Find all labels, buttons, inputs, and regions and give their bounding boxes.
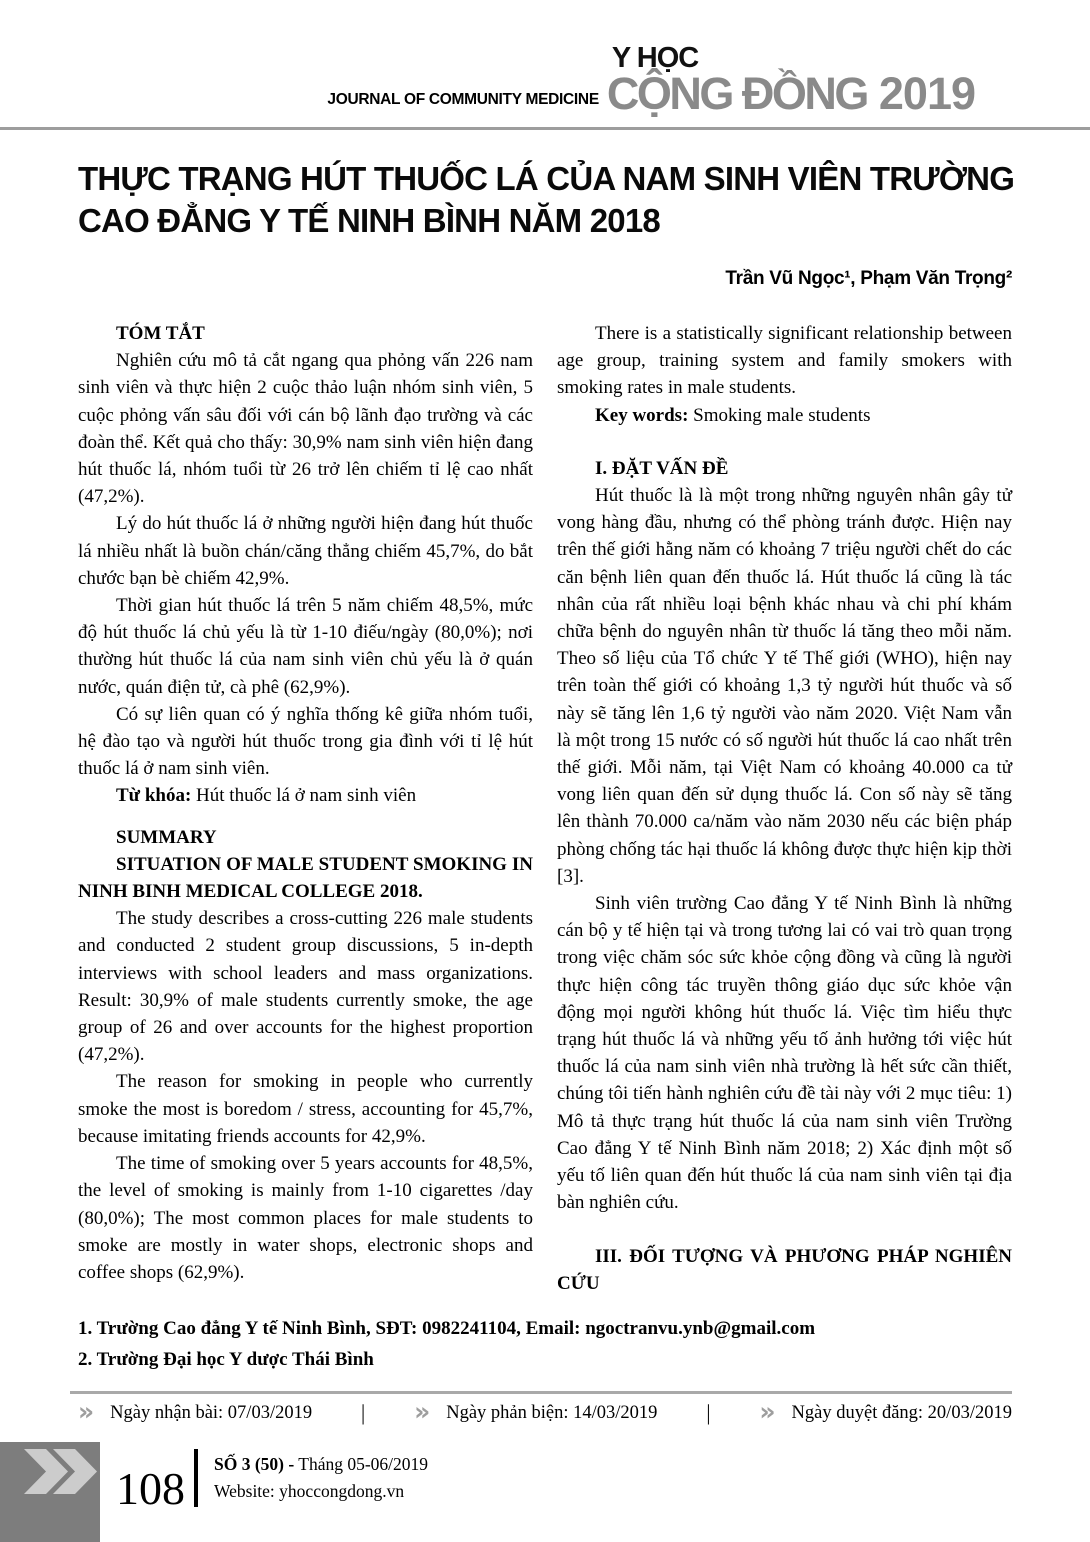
- date-separator: |: [706, 1400, 711, 1425]
- left-column: [78, 320, 533, 1297]
- keywords-vi-text: Hút thuốc lá ở nam sinh viên: [196, 785, 417, 807]
- double-chevron-icon: »: [759, 1397, 776, 1426]
- section1-paragraph-2: Sinh viên trường Cao đẳng Y tế Ninh Bình là những cán bộ y tế hiện tại và trong tương lai có vai trò quan trọng trong việc chăm sóc sức khỏe cộng đồng và cũng là người thực hiện công tác truyền thông giáo dục sức khỏe vận động mọi người không hút thuốc lá. Việc tìm hiểu thực trạng hút thuốc lá và những yếu tố ảnh hưởng tới việc hút thuốc lá của nam sinh viên nhà trường là hết sức cần thiết, chúng tôi tiến hành nghiên cứu đề tài này với 2 mục tiêu: 1) Mô tả thực trạng hút thuốc lá của nam sinh viên Trường Cao đẳng Y tế Ninh Bình năm 2018; 2) Xác định một số yếu tố liên quan đến hút thuốc lá của nam sinh viên tại địa bàn nghiên cứu.: [557, 893, 1012, 1214]
- section1-paragraph-1: Hút thuốc là là một trong những nguyên nhân gây tử vong hàng đầu, nhưng có thể phòng tránh được. Hiện nay trên thế giới hằng năm có khoảng 7 triệu người chết do các căn bệnh liên quan đến thuốc lá. Hút thuốc lá cũng là tác nhân của rất nhiều loại bệnh khác nhau và chi phí khám chữa bệnh do nguyên nhân từ thuốc lá tăng theo mỗi năm. Theo số liệu của Tổ chức Y tế Thế giới (WHO), hiện nay trên toàn thế giới có khoảng 1,3 tỷ người hút thuốc và số này sẽ tăng lên 1,6 tỷ người vào năm 2020. Việt Nam vẫn là một trong 15 nước có số người hút thuốc lá cao nhất trên thế giới. Mỗi năm, tại Việt Nam có khoảng 40.000 ca tử vong liên quan đến sử dụng thuốc lá. Con số này sẽ tăng lên thành 70.000 ca/năm vào năm 2030 nếu các biện pháp phòng chống tác hại thuốc lá không được thực hiện kịp thời [3].: [557, 485, 1012, 887]
- keywords-vi-line: [78, 782, 533, 809]
- date-received-group: [78, 1397, 313, 1426]
- date-received: Ngày nhận bài: 07/03/2019: [110, 1402, 313, 1423]
- date-reviewed-group: [414, 1397, 658, 1426]
- authors-line: Trần Vũ Ngọc¹, Phạm Văn Trọng²: [725, 268, 1012, 289]
- header-divider: [0, 127, 1090, 130]
- website-line: Website: yhoccongdong.vn: [214, 1481, 405, 1501]
- tom-tat-paragraph-2: Lý do hút thuốc lá ở những người hiện đang hút thuốc lá nhiều nhất là buồn chán/căng thẳng chiếm 45,7%, do bắt chước bạn bè chiếm 42,9%.: [78, 513, 533, 589]
- summary-heading: SUMMARY: [116, 826, 217, 848]
- article-body: [78, 320, 1012, 1297]
- issue-info: [214, 1451, 428, 1505]
- date-separator: |: [360, 1400, 366, 1425]
- keywords-vi-label: Từ khóa:: [116, 785, 192, 807]
- logo-line1: Y HỌC: [611, 42, 699, 74]
- footer-divider-bar: [194, 1449, 198, 1507]
- tom-tat-heading: TÓM TẮT: [116, 323, 205, 344]
- tom-tat-paragraph-4: Có sự liên quan có ý nghĩa thống kê giữa nhóm tuổi, hệ đào tạo và người hút thuốc trong gia đình với tỉ lệ hút thuốc lá ở nam sinh viên.: [78, 703, 533, 780]
- tom-tat-paragraph-1: Nghiên cứu mô tả cắt ngang qua phỏng vấn 226 nam sinh viên và thực hiện 2 cuộc thảo luận nhóm sinh viên, 5 cuộc phỏng vấn sâu đối với cán bộ lãnh đạo trường và các đoàn thể. Kết quả cho thấy: 30,9% nam sinh viên hiện đang hút thuốc lá, nhóm tuổi từ 26 trở lên chiếm tỉ lệ cao nhất (47,2%).: [78, 350, 533, 508]
- journal-header: [0, 42, 975, 119]
- issue-number: SỐ 3 (50) -: [214, 1454, 295, 1474]
- journal-subtitle: JOURNAL OF COMMUNITY MEDICINE: [327, 90, 599, 108]
- double-chevron-icon: »: [414, 1397, 431, 1426]
- footer-corner-block: [0, 1442, 100, 1542]
- issue-month: Tháng 05-06/2019: [294, 1454, 429, 1474]
- author-footnotes: [78, 1313, 1012, 1375]
- journal-logo: [606, 42, 975, 119]
- date-accepted: Ngày duyệt đăng: 20/03/2019: [791, 1402, 1012, 1423]
- article-title: [78, 158, 1018, 242]
- article-title-line2: CAO ĐẲNG Y TẾ NINH BÌNH NĂM 2018: [78, 202, 660, 239]
- date-accepted-group: [759, 1397, 1012, 1426]
- section3-heading: III. ĐỐI TƯỢNG VÀ PHƯƠNG PHÁP NGHIÊN CỨU: [557, 1245, 1012, 1294]
- summary-paragraph-2: The reason for smoking in people who currently smoke the most is boredom / stress, accounting for 45,7%, because imitating friends accounts for 42,9%.: [78, 1071, 533, 1147]
- article-title-line1: THỰC TRẠNG HÚT THUỐC LÁ CỦA NAM SINH VIÊN TRƯỜNG: [78, 160, 1015, 197]
- footnote-affiliation-1: 1. Trường Cao đẳng Y tế Ninh Bình, SĐT: 0982241104, Email: ngoctranvu.ynb@gmail.com: [78, 1318, 816, 1339]
- double-chevron-icon: »: [78, 1397, 95, 1426]
- logo-line2: [606, 67, 975, 119]
- right-column: [557, 320, 1012, 1297]
- section1-heading: I. ĐẶT VẤN ĐỀ: [595, 457, 729, 479]
- keywords-en-label: Key words:: [595, 404, 689, 426]
- keywords-en-text: Smoking male students: [693, 404, 871, 426]
- summary-continued-paragraph: There is a statistically significant relationship between age group, training system and family smokers with smoking rates in male students.: [557, 323, 1012, 399]
- page-number: 108: [116, 1463, 185, 1514]
- summary-paragraph-3: The time of smoking over 5 years accounts for 48,5%, the level of smoking is mainly from 1-10 cigarettes /day (80,0%); The most common places for male students to smoke are mostly in water shops, electronic shops and coffee shops (62,9%).: [78, 1153, 533, 1283]
- footer-chevrons: [24, 1449, 97, 1494]
- keywords-en-line: [557, 402, 1012, 429]
- dates-divider: [70, 1391, 1012, 1394]
- date-reviewed: Ngày phản biện: 14/03/2019: [446, 1402, 658, 1423]
- summary-paragraph-1: The study describes a cross-cutting 226 male students and conducted 2 student group discussions, 5 in-depth interviews with school leaders and mass organizations. Result: 30,9% of male students currently smoke, the age group of 26 and over accounts for the highest proportion (47,2%).: [78, 908, 533, 1066]
- logo-name: CỘNG ĐỒNG: [606, 67, 867, 119]
- dates-strip: [78, 1397, 1012, 1426]
- summary-subheading: SITUATION OF MALE STUDENT SMOKING IN NINH BINH MEDICAL COLLEGE 2018.: [78, 853, 533, 903]
- logo-year: 2019: [878, 67, 975, 119]
- issue-line: [214, 1451, 428, 1478]
- footnote-affiliation-2: 2. Trường Đại học Y dược Thái Bình: [78, 1349, 374, 1370]
- tom-tat-paragraph-3: Thời gian hút thuốc lá trên 5 năm chiếm 48,5%, mức độ hút thuốc lá chủ yếu là từ 1-10 điếu/ngày (80,0%); nơi thường hút thuốc lá của nam sinh viên chủ yếu là ở quán nước, quán điện tử, cà phê (62,9%).: [78, 595, 533, 698]
